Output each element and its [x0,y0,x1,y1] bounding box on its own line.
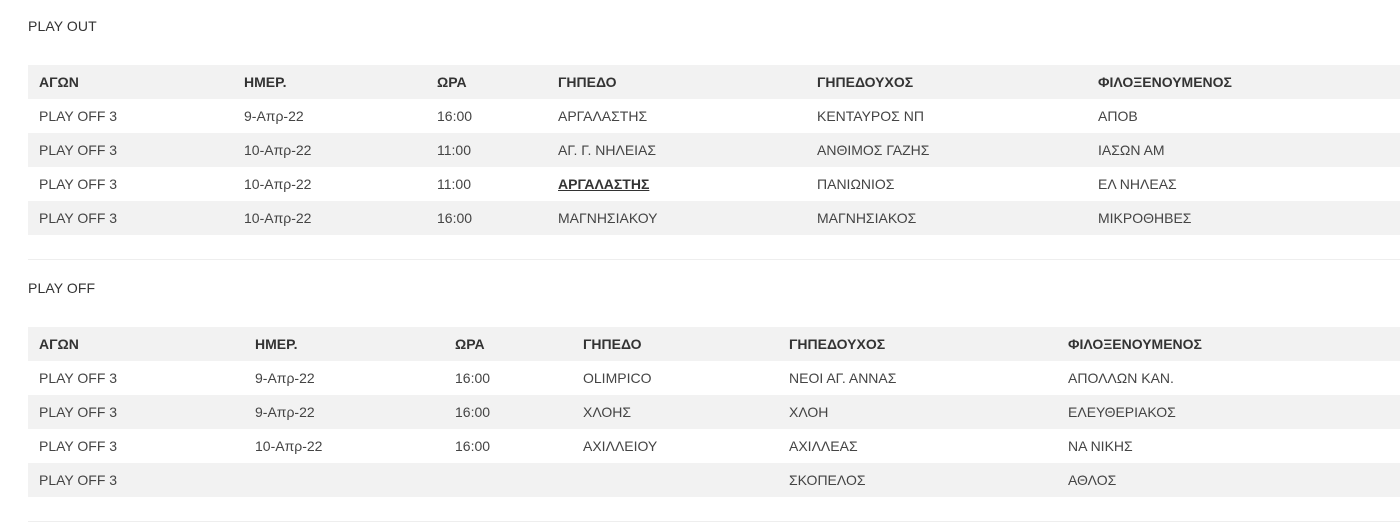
col-header-venue: ΓΗΠΕΔΟ [547,65,806,99]
cell-time: 16:00 [444,429,572,463]
cell-date: 10-Απρ-22 [233,201,426,235]
cell-venue: ΜΑΓΝΗΣΙΑΚΟΥ [547,201,806,235]
cell-home-team: ΣΚΟΠΕΛΟΣ [778,463,1057,497]
table-row [28,201,1400,235]
table-header-row [28,65,1400,99]
table-row [28,133,1400,167]
col-header-away-team: ΦΙΛΟΞΕΝΟΥΜΕΝΟΣ [1087,65,1400,99]
cell-match: PLAY OFF 3 [28,99,233,133]
cell-away-team: ΕΛ ΝΗΛΕΑΣ [1087,167,1400,201]
cell-venue: ΧΛΟΗΣ [572,395,778,429]
cell-venue [572,463,778,497]
cell-away-team: ΕΛΕΥΘΕΡΙΑΚΟΣ [1057,395,1400,429]
cell-date: 9-Απρ-22 [244,361,444,395]
cell-time [444,463,572,497]
col-header-date: ΗΜΕΡ. [233,65,426,99]
cell-venue: ΑΓ. Γ. ΝΗΛΕΙΑΣ [547,133,806,167]
cell-date: 10-Απρ-22 [233,167,426,201]
cell-time: 16:00 [426,201,547,235]
cell-match: PLAY OFF 3 [28,361,244,395]
table-row [28,361,1400,395]
cell-time: 16:00 [444,395,572,429]
cell-home-team: ΑΝΘΙΜΟΣ ΓΑΖΗΣ [806,133,1087,167]
section-divider [28,521,1400,522]
cell-away-team: ΑΠΟΛΛΩΝ ΚΑΝ. [1057,361,1400,395]
cell-match: PLAY OFF 3 [28,429,244,463]
section-divider [28,259,1400,260]
cell-date: 9-Απρ-22 [233,99,426,133]
cell-date [244,463,444,497]
cell-away-team: ΝΑ ΝΙΚΗΣ [1057,429,1400,463]
cell-home-team: ΧΛΟΗ [778,395,1057,429]
cell-time: 11:00 [426,133,547,167]
cell-home-team: ΝΕΟΙ ΑΓ. ΑΝΝΑΣ [778,361,1057,395]
cell-time: 16:00 [444,361,572,395]
cell-venue: ΑΧΙΛΛΕΙΟΥ [572,429,778,463]
cell-away-team: ΑΠΟΒ [1087,99,1400,133]
fixtures-table-play-off [28,327,1400,497]
cell-match: PLAY OFF 3 [28,167,233,201]
cell-home-team: ΜΑΓΝΗΣΙΑΚΟΣ [806,201,1087,235]
section-title-play-out: PLAY OUT [28,18,97,34]
col-header-time: ΩΡΑ [426,65,547,99]
table-row [28,429,1400,463]
table-header-row [28,327,1400,361]
cell-away-team: ΜΙΚΡΟΘΗΒΕΣ [1087,201,1400,235]
col-header-home-team: ΓΗΠΕΔΟΥΧΟΣ [778,327,1057,361]
fixtures-table-play-out [28,65,1400,235]
table-row [28,463,1400,497]
col-header-away-team: ΦΙΛΟΞΕΝΟΥΜΕΝΟΣ [1057,327,1400,361]
cell-time: 16:00 [426,99,547,133]
cell-date: 10-Απρ-22 [244,429,444,463]
cell-venue: ΑΡΓΑΛΑΣΤΗΣ [547,99,806,133]
cell-home-team: ΑΧΙΛΛΕΑΣ [778,429,1057,463]
col-header-match: ΑΓΩΝ [28,327,244,361]
table-row [28,167,1400,201]
table-row [28,99,1400,133]
col-header-time: ΩΡΑ [444,327,572,361]
cell-venue: OLIMPICO [572,361,778,395]
cell-date: 9-Απρ-22 [244,395,444,429]
cell-away-team: ΑΘΛΟΣ [1057,463,1400,497]
section-title-play-off: PLAY OFF [28,280,96,296]
cell-date: 10-Απρ-22 [233,133,426,167]
col-header-date: ΗΜΕΡ. [244,327,444,361]
cell-home-team: ΚΕΝΤΑΥΡΟΣ ΝΠ [806,99,1087,133]
col-header-home-team: ΓΗΠΕΔΟΥΧΟΣ [806,65,1087,99]
cell-match: PLAY OFF 3 [28,395,244,429]
col-header-venue: ΓΗΠΕΔΟ [572,327,778,361]
cell-match: PLAY OFF 3 [28,463,244,497]
venue-link[interactable]: ΑΡΓΑΛΑΣΤΗΣ [558,176,650,192]
table-row [28,395,1400,429]
cell-match: PLAY OFF 3 [28,201,233,235]
cell-match: PLAY OFF 3 [28,133,233,167]
cell-home-team: ΠΑΝΙΩΝΙΟΣ [806,167,1087,201]
cell-away-team: ΙΑΣΩΝ ΑΜ [1087,133,1400,167]
cell-time: 11:00 [426,167,547,201]
cell-venue [547,167,806,201]
col-header-match: ΑΓΩΝ [28,65,233,99]
